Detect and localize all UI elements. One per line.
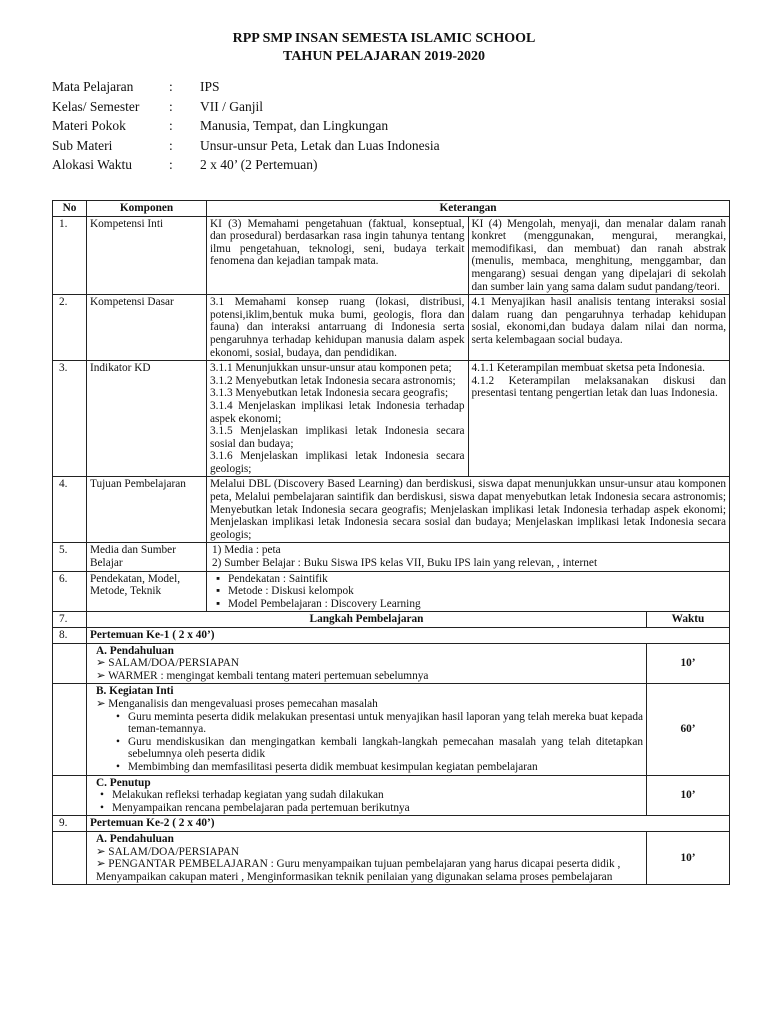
meta-row xyxy=(52,157,440,177)
step-bullet: • Melakukan refleksi terhadap kegiatan yang sudah dilakukan xyxy=(96,789,643,802)
indikator-item: 3.1.1 Menunjukkan unsur-unsur atau komponen peta; xyxy=(210,362,452,375)
empty-cell xyxy=(53,643,87,684)
section-title: B. Kegiatan Inti xyxy=(96,685,174,698)
pertemuan-title: Pertemuan Ke-1 ( 2 x 40’) xyxy=(87,628,730,644)
row-komponen: Pendekatan, Model, Metode, Teknik xyxy=(87,571,207,612)
table-row xyxy=(53,775,730,816)
metode-item: ▪ Pendekatan : Saintifik xyxy=(210,573,726,586)
step-item: ➢ SALAM/DOA/PERSIAPAN xyxy=(96,657,240,670)
step-item: ➢ SALAM/DOA/PERSIAPAN xyxy=(96,845,240,858)
row-number: 6. xyxy=(53,571,87,612)
penutup-1 xyxy=(87,775,647,816)
meta-colon: : xyxy=(169,79,173,94)
tujuan-text: Melalui DBL (Discovery Based Learning) dan berdiskusi, siswa dapat menunjukkan unsur-unsur atau komponen peta, Melalui pembelajaran saintifik dan berdiskusi, siswa dapat menyebutkan letak Indonesia secara astronomis; Menyebutkan letak Indonesia secara geografis; Menjelaskan implikasi letak Indonesia terhadap aspek ekonomi; Menjelaskan implikasi letak Indonesia secara sosial dan budaya; Menjelaskan implikasi letak Indonesia secara geologis; xyxy=(207,477,730,543)
table-row xyxy=(53,612,730,628)
meta-block xyxy=(52,79,440,177)
indikator-item: 4.1.1 Keterampilan membuat sketsa peta Indonesia. xyxy=(471,362,705,375)
meta-value: 2 x 40’ (2 Pertemuan) xyxy=(200,157,318,172)
metode-item: ▪ Metode : Diskusi kelompok xyxy=(210,585,726,598)
row-number: 7. xyxy=(53,612,87,628)
step-bullet: • Guru meminta peserta didik melakukan presentasi untuk menyajikan hasil laporan yang telah mereka buat kepada teman-temannya. xyxy=(112,711,643,736)
metode-item: ▪ Model Pembelajaran : Discovery Learning xyxy=(210,598,726,611)
waktu-header: Waktu xyxy=(647,612,730,628)
indikator-4-list xyxy=(469,361,730,476)
row-komponen: Tujuan Pembelajaran xyxy=(87,477,207,543)
header-no: No xyxy=(53,201,87,217)
header-komponen: Komponen xyxy=(87,201,207,217)
indikator-item: 3.1.2 Menyebutkan letak Indonesia secara astronomis; xyxy=(210,374,456,387)
row-komponen: Kompetensi Inti xyxy=(87,216,207,295)
step-item: ➢ PENGANTAR PEMBELAJARAN : Guru menyampaikan tujuan pembelajaran yang harus dicapai peserta didik , Menyampaikan cakupan materi , Menginformasikan teknik penilaian yang digunakan selama proses pembelajaran xyxy=(96,858,621,883)
indikator-3-list xyxy=(207,361,469,476)
meta-row xyxy=(52,79,440,99)
kd3-text: 3.1 Memahami konsep ruang (lokasi, distribusi, potensi,iklim,bentuk muka bumi, geologis, flora dan fauna) dan interaksi antarruang di Indonesia serta pengaruhnya terhadap kehidupan manusia dalam aspek ekonomi, sosial, budaya, dan pendidikan. xyxy=(207,295,469,360)
row-keterangan xyxy=(207,295,730,361)
row-keterangan xyxy=(207,361,730,477)
pertemuan-title: Pertemuan Ke-2 ( 2 x 40’) xyxy=(87,816,730,832)
waktu-cell: 10’ xyxy=(647,831,730,884)
row-keterangan xyxy=(207,571,730,612)
step-item: ➢ WARMER : mengingat kembali tentang materi pertemuan sebelumnya xyxy=(96,669,429,682)
indikator-item: 3.1.5 Menjelaskan implikasi letak Indonesia secara sosial dan budaya; xyxy=(210,425,465,450)
section-title: A. Pendahuluan xyxy=(96,832,174,845)
row-number: 4. xyxy=(53,477,87,543)
indikator-item: 3.1.3 Menyebutkan letak Indonesia secara geografis; xyxy=(210,387,449,400)
row-komponen: Indikator KD xyxy=(87,361,207,477)
pendahuluan-2 xyxy=(87,831,647,884)
pendahuluan-1 xyxy=(87,643,647,684)
doc-subtitle: TAHUN PELAJARAN 2019-2020 xyxy=(283,49,485,64)
kegiatan-inti-1 xyxy=(87,684,647,775)
meta-label: Kelas/ Semester xyxy=(52,98,140,114)
ki4-text: KI (4) Mengolah, menyaji, dan menalar dalam ranah konkret (menggunakan, mengurai, merangkai, memodifikasi, dan membuat) dan ranah abstrak (menulis, membaca, menghitung, menggambar, dan mengarang) sesuai dengan yang dipelajari di sekolah dan sumber lain yang sama dalam sudut pandang/teori. xyxy=(471,217,727,293)
row-number: 3. xyxy=(53,361,87,477)
empty-cell xyxy=(53,775,87,816)
meta-label: Mata Pelajaran xyxy=(52,79,134,94)
table-header-row xyxy=(53,201,730,217)
indikator-item: 4.1.2 Keterampilan melaksanakan diskusi dan presentasi tentang pengertian letak dan luas Indonesia. xyxy=(471,374,727,400)
section-title: C. Penutup xyxy=(96,776,151,789)
table-row xyxy=(53,571,730,612)
empty-cell xyxy=(53,831,87,884)
table-row xyxy=(53,643,730,684)
meta-label: Alokasi Waktu xyxy=(52,157,133,172)
kd4-text: 4.1 Menyajikan hasil analisis tentang interaksi sosial dalam ruang dan pengaruhnya terhadap kehidupan sosial, ekonomi,dan budaya dalam nilai dan norma, serta kelembagaan social budaya. xyxy=(471,296,727,346)
meta-value: VII / Ganjil xyxy=(200,98,263,114)
empty-cell xyxy=(53,684,87,775)
langkah-title: Langkah Pembelajaran xyxy=(87,612,647,628)
media-item: 1) Media : peta xyxy=(212,544,281,557)
meta-colon: : xyxy=(169,157,173,172)
waktu-cell: 10’ xyxy=(647,643,730,684)
meta-row xyxy=(52,138,440,158)
row-keterangan xyxy=(207,216,730,295)
row-komponen: Kompetensi Dasar xyxy=(87,295,207,361)
table-row xyxy=(53,816,730,832)
header-keterangan: Keterangan xyxy=(207,201,730,217)
meta-colon: : xyxy=(169,137,173,153)
table-row xyxy=(53,295,730,361)
meta-label: Materi Pokok xyxy=(52,118,126,133)
row-number: 1. xyxy=(53,216,87,295)
meta-row xyxy=(52,118,440,138)
step-bullet: • Menyampaikan rencana pembelajaran pada pertemuan berikutnya xyxy=(96,802,643,815)
table-row xyxy=(53,543,730,571)
ki3-text: KI (3) Memahami pengetahuan (faktual, konseptual, dan prosedural) berdasarkan rasa ingin tahunya tentang ilmu pengetahuan, teknologi, seni, budaya terkait fenomena dan kejadian tampak mata. xyxy=(207,217,469,295)
meta-colon: : xyxy=(169,98,173,114)
meta-label: Sub Materi xyxy=(52,137,113,153)
table-row xyxy=(53,361,730,477)
meta-value: Manusia, Tempat, dan Lingkungan xyxy=(200,118,389,133)
table-row xyxy=(53,477,730,543)
doc-title: RPP SMP INSAN SEMESTA ISLAMIC SCHOOL xyxy=(232,31,536,46)
step-bullet: • Membimbing dan memfasilitasi peserta didik membuat kesimpulan kegiatan pembelajaran xyxy=(112,761,643,774)
step-bullet: • Guru mendiskusikan dan mengingatkan kembali langkah-langkah pemecahan masalah yang telah ditetapkan sebelumnya oleh peserta didik xyxy=(112,736,643,761)
meta-colon: : xyxy=(169,118,173,133)
row-number: 8. xyxy=(53,628,87,644)
meta-row xyxy=(52,99,440,119)
indikator-item: 3.1.6 Menjelaskan implikasi letak Indonesia secara geologis; xyxy=(210,450,465,475)
row-number: 2. xyxy=(53,295,87,361)
row-keterangan xyxy=(207,543,730,571)
table-row xyxy=(53,628,730,644)
meta-value: Unsur-unsur Peta, Letak dan Luas Indonesia xyxy=(200,137,440,153)
waktu-cell: 60’ xyxy=(647,684,730,775)
row-number: 9. xyxy=(53,816,87,832)
table-row xyxy=(53,831,730,884)
table-row xyxy=(53,216,730,295)
row-number: 5. xyxy=(53,543,87,571)
row-komponen: Media dan Sumber Belajar xyxy=(87,543,207,571)
section-title: A. Pendahuluan xyxy=(96,644,174,657)
indikator-item: 3.1.4 Menjelaskan implikasi letak Indonesia terhadap aspek ekonomi; xyxy=(210,399,465,425)
step-item: ➢ Menganalisis dan mengevaluasi proses pemecahan masalah xyxy=(96,697,378,710)
waktu-cell: 10’ xyxy=(647,775,730,816)
media-item: 2) Sumber Belajar : Buku Siswa IPS kelas VII, Buku IPS lain yang relevan, , internet xyxy=(212,557,598,570)
rpp-table xyxy=(52,200,730,885)
meta-value: IPS xyxy=(200,79,220,94)
table-row xyxy=(53,684,730,775)
